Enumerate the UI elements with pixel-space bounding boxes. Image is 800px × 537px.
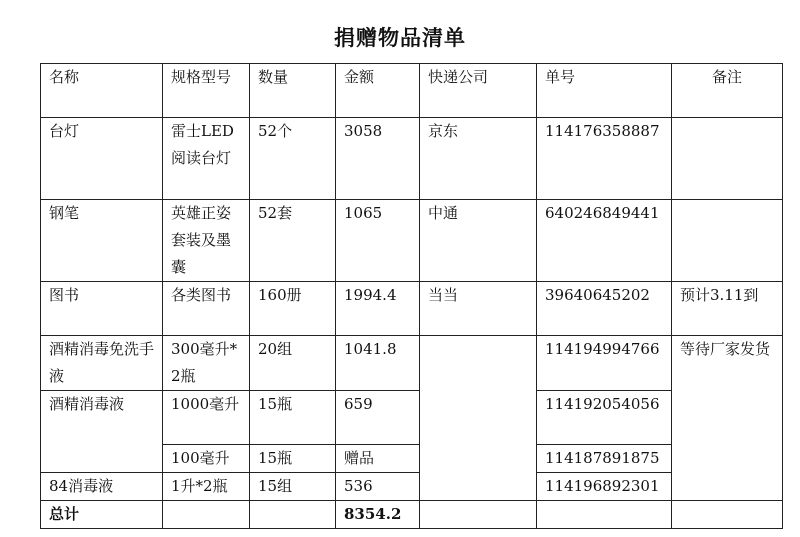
table-row bbox=[41, 473, 783, 501]
cell-qty: 52个 bbox=[250, 118, 336, 200]
cell-note bbox=[672, 501, 783, 529]
cell-qty: 15瓶 bbox=[250, 445, 336, 473]
cell-name: 钢笔 bbox=[41, 200, 163, 282]
cell-amount: 3058 bbox=[336, 118, 420, 200]
cell-name: 台灯 bbox=[41, 118, 163, 200]
header-qty: 数量 bbox=[250, 64, 336, 118]
cell-tracking: 114196892301 bbox=[537, 473, 672, 501]
table-row bbox=[41, 200, 783, 282]
cell-spec: 雷士LED阅读台灯 bbox=[163, 118, 250, 200]
cell-note: 等待厂家发货 bbox=[672, 336, 783, 501]
header-name: 名称 bbox=[41, 64, 163, 118]
table-row bbox=[41, 391, 783, 445]
cell-tracking: 39640645202 bbox=[537, 282, 672, 336]
cell-tracking: 114194994766 bbox=[537, 336, 672, 391]
cell-qty: 15瓶 bbox=[250, 391, 336, 445]
cell-qty bbox=[250, 501, 336, 529]
cell-tracking: 640246849441 bbox=[537, 200, 672, 282]
cell-spec: 100毫升 bbox=[163, 445, 250, 473]
cell-note bbox=[672, 200, 783, 282]
header-tracking: 单号 bbox=[537, 64, 672, 118]
cell-note: 预计3.11到 bbox=[672, 282, 783, 336]
table-header-row bbox=[41, 64, 783, 118]
header-courier: 快递公司 bbox=[420, 64, 537, 118]
header-note: 备注 bbox=[672, 64, 783, 118]
cell-courier: 当当 bbox=[420, 282, 537, 336]
cell-name: 84消毒液 bbox=[41, 473, 163, 501]
total-row bbox=[41, 501, 783, 529]
cell-spec: 1000毫升 bbox=[163, 391, 250, 445]
cell-spec: 300毫升*2瓶 bbox=[163, 336, 250, 391]
cell-qty: 20组 bbox=[250, 336, 336, 391]
cell-name: 图书 bbox=[41, 282, 163, 336]
cell-amount: 659 bbox=[336, 391, 420, 445]
cell-spec bbox=[163, 501, 250, 529]
total-amount: 8354.2 bbox=[336, 501, 420, 529]
cell-courier bbox=[420, 336, 537, 501]
header-spec: 规格型号 bbox=[163, 64, 250, 118]
cell-name: 酒精消毒免洗手液 bbox=[41, 336, 163, 391]
cell-courier bbox=[420, 501, 537, 529]
document-title: 捐赠物品清单 bbox=[334, 26, 466, 50]
cell-amount: 536 bbox=[336, 473, 420, 501]
table-row bbox=[41, 336, 783, 391]
cell-courier: 中通 bbox=[420, 200, 537, 282]
cell-spec: 1升*2瓶 bbox=[163, 473, 250, 501]
cell-amount: 1994.4 bbox=[336, 282, 420, 336]
cell-name: 酒精消毒液 bbox=[41, 391, 163, 473]
cell-note bbox=[672, 118, 783, 200]
cell-qty: 52套 bbox=[250, 200, 336, 282]
cell-tracking: 114187891875 bbox=[537, 445, 672, 473]
header-amount: 金额 bbox=[336, 64, 420, 118]
cell-tracking bbox=[537, 501, 672, 529]
cell-amount: 赠品 bbox=[336, 445, 420, 473]
table-row bbox=[41, 282, 783, 336]
cell-spec: 各类图书 bbox=[163, 282, 250, 336]
total-label: 总计 bbox=[41, 501, 163, 529]
table-row bbox=[41, 118, 783, 200]
cell-courier: 京东 bbox=[420, 118, 537, 200]
cell-qty: 160册 bbox=[250, 282, 336, 336]
cell-amount: 1065 bbox=[336, 200, 420, 282]
cell-qty: 15组 bbox=[250, 473, 336, 501]
cell-spec: 英雄正姿套装及墨囊 bbox=[163, 200, 250, 282]
cell-tracking: 114192054056 bbox=[537, 391, 672, 445]
donation-table bbox=[40, 63, 783, 529]
cell-amount: 1041.8 bbox=[336, 336, 420, 391]
cell-tracking: 114176358887 bbox=[537, 118, 672, 200]
